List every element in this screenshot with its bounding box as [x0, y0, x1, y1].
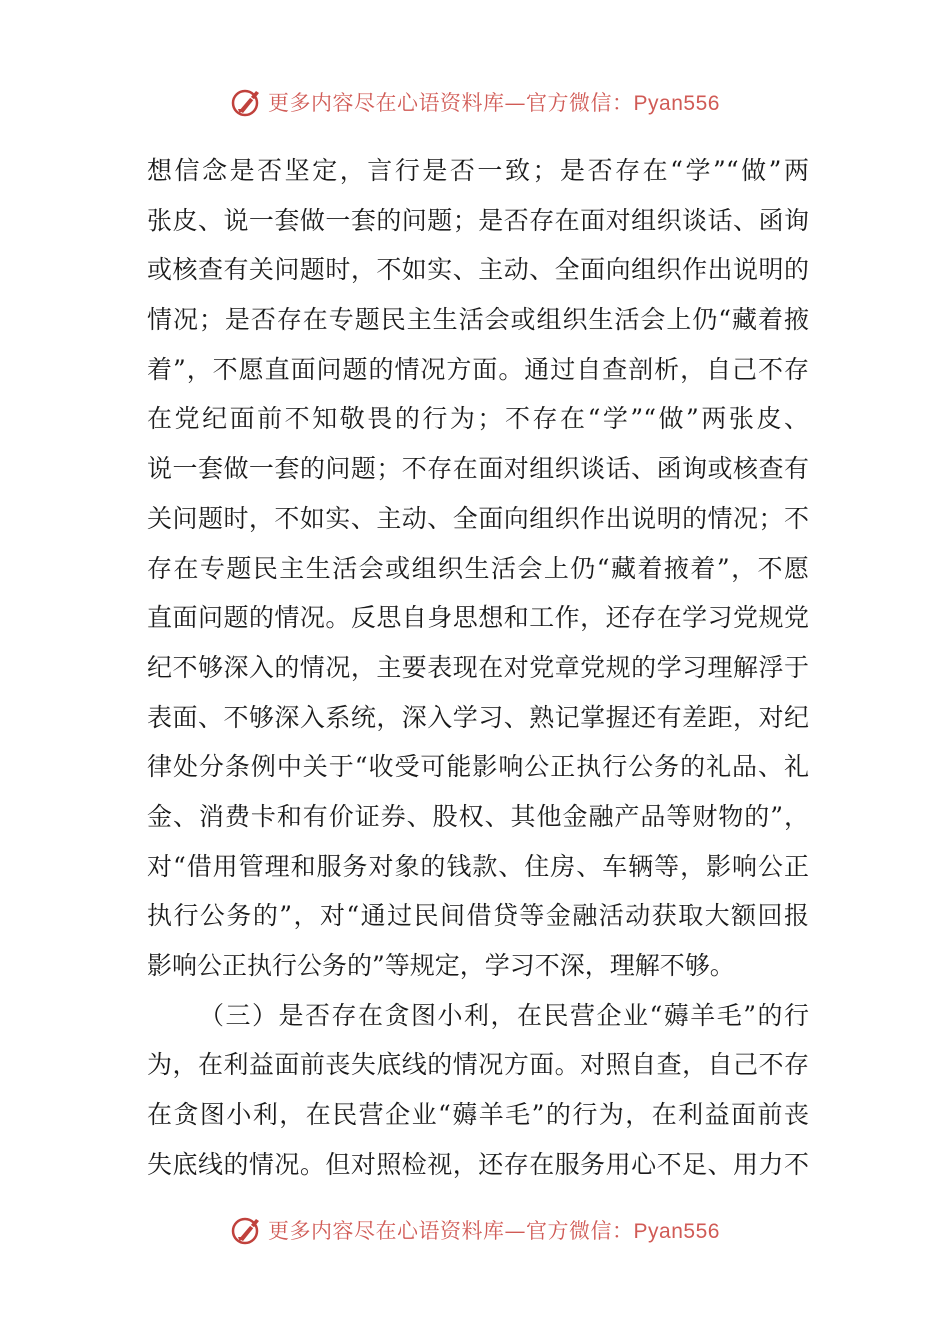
body-line: 失底线的情况。但对照检视，还存在服务用心不足、用力不	[147, 1149, 809, 1179]
watermark-text	[268, 1215, 720, 1245]
body-line: 金、消费卡和有价证券、股权、其他金融产品等财物的”，	[147, 801, 809, 831]
body-line: 关问题时，不如实、主动、全面向组织作出说明的情况；不	[147, 503, 809, 533]
document-body	[147, 146, 809, 1189]
watermark-text	[268, 87, 720, 117]
header-watermark-banner	[0, 82, 950, 122]
footer-watermark-banner	[0, 1210, 950, 1250]
watermark-label: 更多内容尽在心语资料库—官方微信：	[268, 91, 634, 115]
body-line: 说一套做一套的问题；不存在面对组织谈话、函询或核查有	[147, 454, 809, 484]
body-line: 存在专题民主生活会或组织生活会上仍“藏着掖着”，不愿	[147, 553, 809, 583]
body-line: 律处分条例中关于“收受可能影响公正执行公务的礼品、礼	[147, 752, 809, 782]
body-line: 着”，不愿直面问题的情况方面。通过自查剖析，自己不存	[147, 354, 809, 384]
body-line: 在贪图小利，在民营企业“薅羊毛”的行为，在利益面前丧	[147, 1100, 809, 1130]
quill-logo-icon	[230, 85, 264, 119]
body-line: 执行公务的”，对“通过民间借贷等金融活动获取大额回报	[147, 901, 809, 931]
body-line: 张皮、说一套做一套的问题；是否存在面对组织谈话、函询	[147, 205, 809, 235]
body-line: 直面问题的情况。反思自身思想和工作，还存在学习党规党	[147, 603, 809, 633]
body-line: 纪不够深入的情况，主要表现在对党章党规的学习理解浮于	[147, 652, 809, 682]
body-line: 对“借用管理和服务对象的钱款、住房、车辆等，影响公正	[147, 851, 809, 881]
body-line: 想信念是否坚定，言行是否一致；是否存在“学”“做”两	[147, 156, 809, 185]
body-line: 情况；是否存在专题民主生活会或组织生活会上仍“藏着掖	[147, 305, 809, 335]
section-heading-line: （三）是否存在贪图小利，在民营企业“薅羊毛”的行	[199, 1000, 809, 1030]
quill-logo-icon	[230, 1213, 264, 1247]
watermark-label: 更多内容尽在心语资料库—官方微信：	[268, 1219, 634, 1243]
body-line: 在党纪面前不知敬畏的行为；不存在“学”“做”两张皮、	[147, 404, 809, 434]
watermark-wechat-handle: Pyan556	[633, 1220, 720, 1243]
body-line: 表面、不够深入系统，深入学习、熟记掌握还有差距，对纪	[147, 702, 809, 732]
body-line: 为，在利益面前丧失底线的情况方面。对照自查，自己不存	[147, 1050, 809, 1080]
watermark-wechat-handle: Pyan556	[633, 92, 720, 115]
body-line: 或核查有关问题时，不如实、主动、全面向组织作出说明的	[147, 255, 809, 285]
body-line-paragraph-end: 影响公正执行公务的”等规定，学习不深，理解不够。	[147, 951, 735, 980]
